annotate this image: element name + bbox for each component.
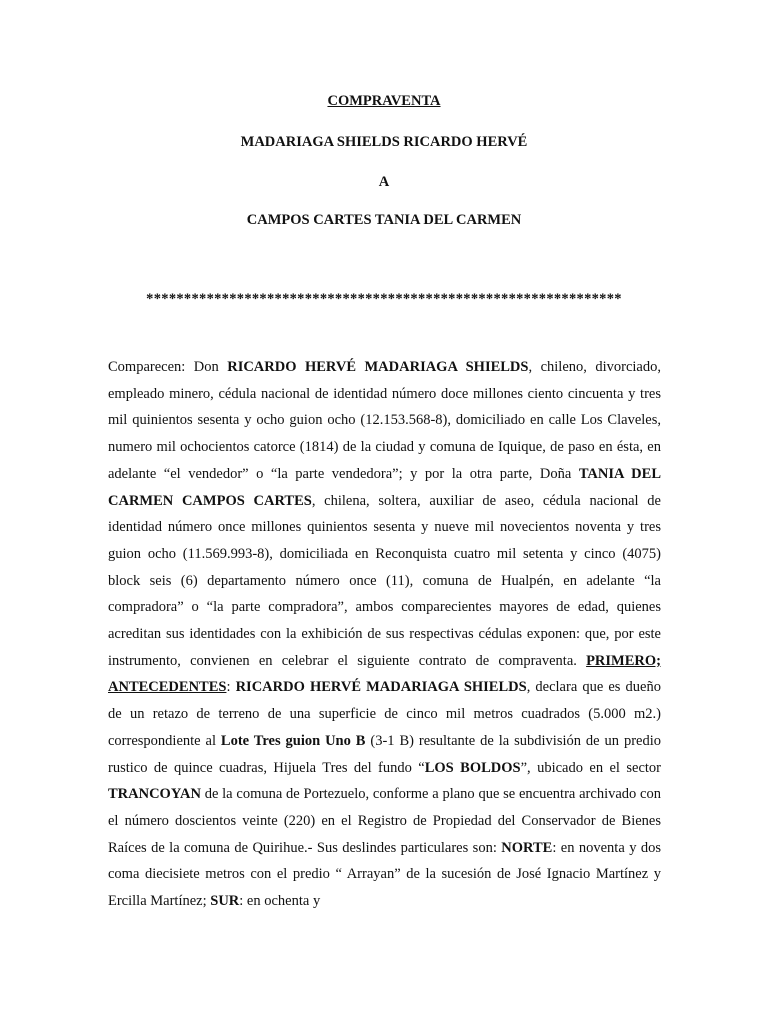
buyer-name: TANIA DEL CARMEN CAMPOS CARTES [108, 465, 661, 509]
sector-name: TRANCOYAN [108, 786, 201, 803]
body-text-segment: de la comuna de Portezuelo, conforme a plano que se encuentra archivado con el número doscientos veinte (220) en el Registro de Propiedad del Conservador de Bienes Raíces de la comuna de Quirihue.- Sus deslindes particulares son: [108, 786, 661, 856]
body-text-segment: , chileno, divorciado, empleado minero, cédula nacional de identidad número doce millones ciento cincuenta y tres mil quinientos sesenta y ocho guion ocho (12.153.568-8), domiciliado en calle Los Claveles, numero mil ochocientos catorce (1814) de la ciudad y comuna de Iquique, de paso en ésta, en adelante “el vendedor” o “la parte vendedora”; y por la otra parte, Doña [108, 359, 661, 482]
fundo-name: LOS BOLDOS [424, 759, 521, 776]
body-text-segment: , declara que es dueño de un retazo de terreno de una superficie de cinco mil metros cuadrados (5.000 m2.) correspondiente al [108, 679, 661, 749]
body-text-segment: : en noventa y dos coma diecisiete metros con el predio “ Arrayan” de la sucesión de José Ignacio Martínez y Ercilla Martínez; [108, 839, 661, 910]
clause-antecedentes: ANTECEDENTES [108, 679, 227, 696]
connector-heading: A [378, 174, 390, 190]
body-text-segment: : [226, 679, 236, 696]
lote-name: Lote Tres guion Uno B [220, 732, 366, 749]
seller-name: RICARDO HERVÉ MADARIAGA SHIELDS [227, 359, 529, 375]
document-title: COMPRAVENTA [327, 93, 441, 109]
body-text-segment: Comparecen: Don [108, 359, 228, 375]
seller-name-repeat: RICARDO HERVÉ MADARIAGA SHIELDS [235, 679, 527, 696]
buyer-heading: CAMPOS CARTES TANIA DEL CARMEN [246, 212, 522, 228]
clause-primero: PRIMERO; [586, 652, 661, 669]
boundary-sur: SUR [210, 893, 240, 910]
body-text-segment: (3-1 B) resultante de la subdivisión de un predio rustico de quince cuadras, Hijuela Tres del fundo “ [108, 732, 661, 776]
contract-body-paragraph [108, 354, 661, 915]
body-text-segment: , chilena, soltera, auxiliar de aseo, cédula nacional de identidad número once millones quinientos sesenta y nueve mil novecientos noventa y tres guion ocho (11.569.993-8), domiciliada en Reconquista cuatro mil setenta y cinco (4075) block seis (6) departamento número once (11), comuna de Hualpén, en adelante “la compradora” o “la parte compradora”, ambos comparecientes mayores de edad, quienes acreditan sus identidades con la exhibición de sus respectivas cédulas exponen: que, por este instrumento, convienen en celebrar el siguiente contrato de compraventa. [108, 492, 661, 669]
body-text-segment: : en ochenta y [239, 893, 321, 910]
boundary-norte: NORTE [501, 839, 553, 856]
asterisk-separator: *************************************************************** [146, 291, 622, 307]
body-text-segment: ”, ubicado en el sector [520, 759, 662, 776]
seller-heading: MADARIAGA SHIELDS RICARDO HERVÉ [240, 134, 528, 150]
